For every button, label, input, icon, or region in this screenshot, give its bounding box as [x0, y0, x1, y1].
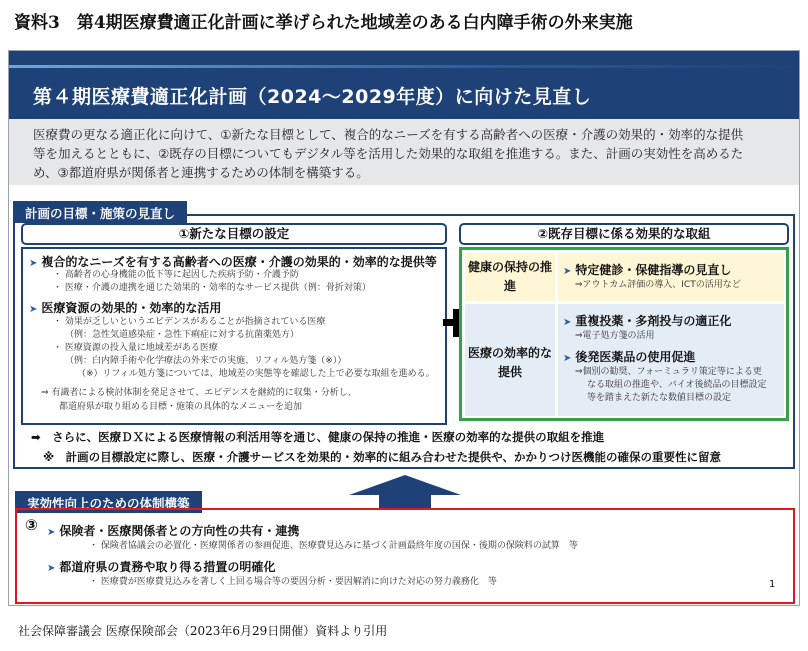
- row-label-efficiency: 医療の効率的な提供: [465, 304, 555, 416]
- section-label-system: 実効性向上のための体制構築: [15, 491, 202, 513]
- chevron-right-icon: ➤: [47, 527, 56, 538]
- document-title: 資料3 第4期医療費適正化計画に挙げられた地域差のある白内障手術の外来実施: [14, 13, 633, 33]
- chevron-right-icon: ➤: [29, 304, 38, 315]
- existing-bullet-2: [563, 312, 731, 329]
- new-goal-bullet-2: [29, 299, 221, 316]
- chevron-right-icon: ➤: [563, 353, 572, 364]
- system-bullet-1-label: 保険者・医療関係者との方向性の共有・連携: [59, 524, 300, 538]
- existing-bullet-2-label: 重複投薬・多剤投与の適正化: [575, 314, 732, 328]
- slide-title: 第４期医療費適正化計画（2024～2029年度）に向けた見直し: [33, 86, 592, 108]
- dx-note: ➡ さらに、医療ＤＸによる医療情報の利活用等を通じ、健康の保持の推進・医療の効率的な提供の取組を推進: [31, 430, 605, 444]
- intro-line: 医療費の更なる適正化に向けて、①新たな目標として、複合的なニーズを有する高齢者への医療・介護の効果的・効率的な提供: [33, 127, 744, 142]
- sub-item: ・ 保険者協議会の必置化・医療関係者の参画促進、医療費見込みに基づく計画最終年度の国保・後期の保険料の試算 等: [89, 541, 578, 551]
- arrow-note: ⇒ 有識者による検討体制を発足させて、エビデンスを継続的に収集・分析し、: [41, 388, 357, 398]
- intro-line: 等を加えるとともに、②既存の目標についてもデジタル等を活用した効果的な取組を推進する。また、計画の実効性を高めるた: [33, 146, 744, 161]
- new-goal-bullet-2-label: 医療資源の効果的・効率的な活用: [41, 301, 222, 315]
- sub-item: ・ 効果が乏しいというエビデンスがあることが指摘されている医療: [53, 317, 326, 327]
- chevron-right-icon: ➤: [29, 258, 38, 269]
- sub-item: ・ 医療資源の投入量に地域差がある医療: [53, 343, 218, 353]
- sub-item: （例：白内障手術や化学療法の外来での実施、リフィル処方箋（※））: [65, 356, 347, 366]
- existing-bullet-3: [563, 348, 695, 365]
- intro-line: め、③都道府県が関係者と連携するための体制を構築する。: [33, 165, 369, 180]
- existing-bullet-3-label: 後発医薬品の使用促進: [575, 350, 696, 364]
- sub-item: ・ 高齢者の心身機能の低下等に起因した疾病予防・介護予防: [53, 270, 299, 280]
- sub-item: なる取組の推進や、バイオ後続品の目標設定: [587, 380, 767, 390]
- sub-item: （※）リフィル処方箋については、地域差の実態等を確認した上で必要な取組を進める。: [77, 369, 435, 379]
- up-arrow-icon: [349, 475, 461, 509]
- sub-item: ・ 医療費が医療費見込みを著しく上回る場合等の要因分析・要因解消に向けた対応の努力義務化 等: [89, 577, 497, 587]
- page-number: 1: [769, 579, 776, 590]
- system-bullet-2: [47, 558, 275, 575]
- section-label-goals: 計画の目標・施策の見直し: [13, 201, 187, 223]
- banner-accent-stripe: [9, 65, 799, 68]
- arrow-note: 都道府県が取り組める目標・施策の具体的なメニューを追加: [59, 402, 303, 412]
- intro-text: [9, 119, 799, 185]
- existing-bullet-1-label: 特定健診・保健指導の見直し: [575, 263, 732, 277]
- circle-number-three: ③: [25, 516, 38, 534]
- new-goal-header: ①新たな目標の設定: [21, 223, 447, 245]
- sub-item: 等を踏まえた新たな数値目標の設定: [587, 393, 732, 403]
- row-label-health: 健康の保持の推進: [465, 253, 555, 301]
- slide: [8, 50, 800, 606]
- goal-setting-note: ※ 計画の目標設定に際し、医療・介護サービスを効果的・効率的に組み合わせた提供や、かかりつけ医機能の確保の重要性に留意: [43, 450, 721, 464]
- sub-item: ⇒個別の勧奨、フォーミュラリ策定等による更: [575, 367, 762, 377]
- source-citation: 社会保障審議会 医療保険部会（2023年6月29日開催）資料より引用: [18, 624, 388, 638]
- system-bullet-2-label: 都道府県の責務や取り得る措置の明確化: [59, 560, 276, 574]
- chevron-right-icon: ➤: [47, 563, 56, 574]
- existing-goal-header: ②既存目標に係る効果的な取組: [459, 223, 789, 245]
- sub-item: ⇒電子処方箋の活用: [575, 331, 655, 341]
- system-bullet-1: [47, 522, 299, 539]
- sub-item: ・ 医療・介護の連携を通じた効果的・効率的なサービス提供（例：骨折対策）: [53, 283, 371, 293]
- chevron-right-icon: ➤: [563, 317, 572, 328]
- sub-item: ⇒アウトカム評価の導入、ICTの活用など: [575, 280, 741, 290]
- new-goal-bullet-1-label: 複合的なニーズを有する高齢者への医療・介護の効果的・効率的な提供等: [41, 255, 437, 269]
- chevron-right-icon: ➤: [563, 266, 572, 277]
- new-goal-bullet-1: [29, 253, 437, 270]
- sub-item: （例：急性気道感染症・急性下痢症に対する抗菌薬処方）: [65, 330, 300, 340]
- slide-banner: [9, 51, 799, 119]
- existing-bullet-1: [563, 261, 731, 278]
